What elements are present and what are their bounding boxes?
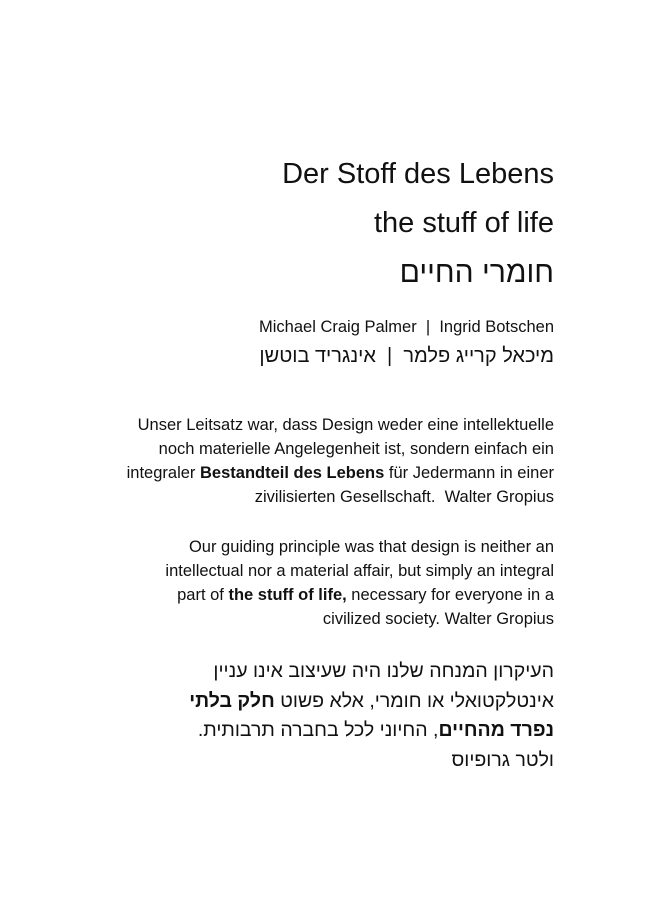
quote-hebrew	[189, 657, 554, 775]
quote-en-line-3-post: necessary for everyone in a	[346, 586, 554, 604]
quote-he-line-2-pre: אינטלקטואלי או חומרי, אלא פשוט	[274, 689, 554, 712]
quote-en-line-1: Our guiding principle was that design is neither an	[188, 538, 554, 556]
quote-he-line-4: ולטר גרופיוס	[451, 748, 554, 771]
title-german: Der Stoff des Lebens	[282, 158, 554, 190]
authors-hebrew: מיכאל קרייג פלמר | אינגריד בוטשן	[259, 345, 554, 367]
quote-he-line-2	[189, 687, 554, 717]
authors-block	[259, 313, 554, 371]
quote-en-emphasis: the stuff of life,	[228, 586, 347, 604]
quote-en-line-3	[165, 583, 554, 607]
quote-de-emphasis: Bestandteil des Lebens	[200, 464, 385, 482]
quote-de-line-3	[127, 461, 554, 485]
quote-he-emphasis-2: נפרד מהחיים	[438, 719, 554, 741]
quote-en-line-4: civilized society. Walter Gropius	[322, 610, 554, 628]
quote-de-line-3-pre: integraler	[126, 464, 200, 482]
quote-he-line-3-post: , החיוני לכל בחברה תרבותית.	[197, 719, 439, 741]
quote-german	[127, 413, 554, 509]
title-english: the stuff of life	[373, 207, 554, 239]
title-block	[282, 150, 554, 297]
quote-he-line-3	[189, 716, 554, 746]
quote-de-line-1: Unser Leitsatz war, dass Design weder eine intellektuelle	[137, 416, 554, 434]
quote-de-line-4: zivilisierten Gesellschaft. Walter Gropius	[254, 488, 554, 506]
title-hebrew: חומרי החיים	[399, 256, 554, 289]
quote-en-line-3-pre: part of	[177, 586, 229, 604]
quote-english	[165, 535, 554, 631]
quote-he-line-1: העיקרון המנחה שלנו היה שעיצוב אינו עניין	[213, 660, 554, 682]
authors-latin: Michael Craig Palmer | Ingrid Botschen	[259, 318, 554, 336]
quote-he-emphasis-1: חלק בלתי	[189, 689, 275, 712]
quote-en-line-2: intellectual nor a material affair, but simply an integral	[165, 562, 554, 580]
quote-de-line-3-post: für Jedermann in einer	[384, 464, 554, 482]
quote-de-line-2: noch materielle Angelegenheit ist, sondern einfach ein	[158, 440, 554, 458]
